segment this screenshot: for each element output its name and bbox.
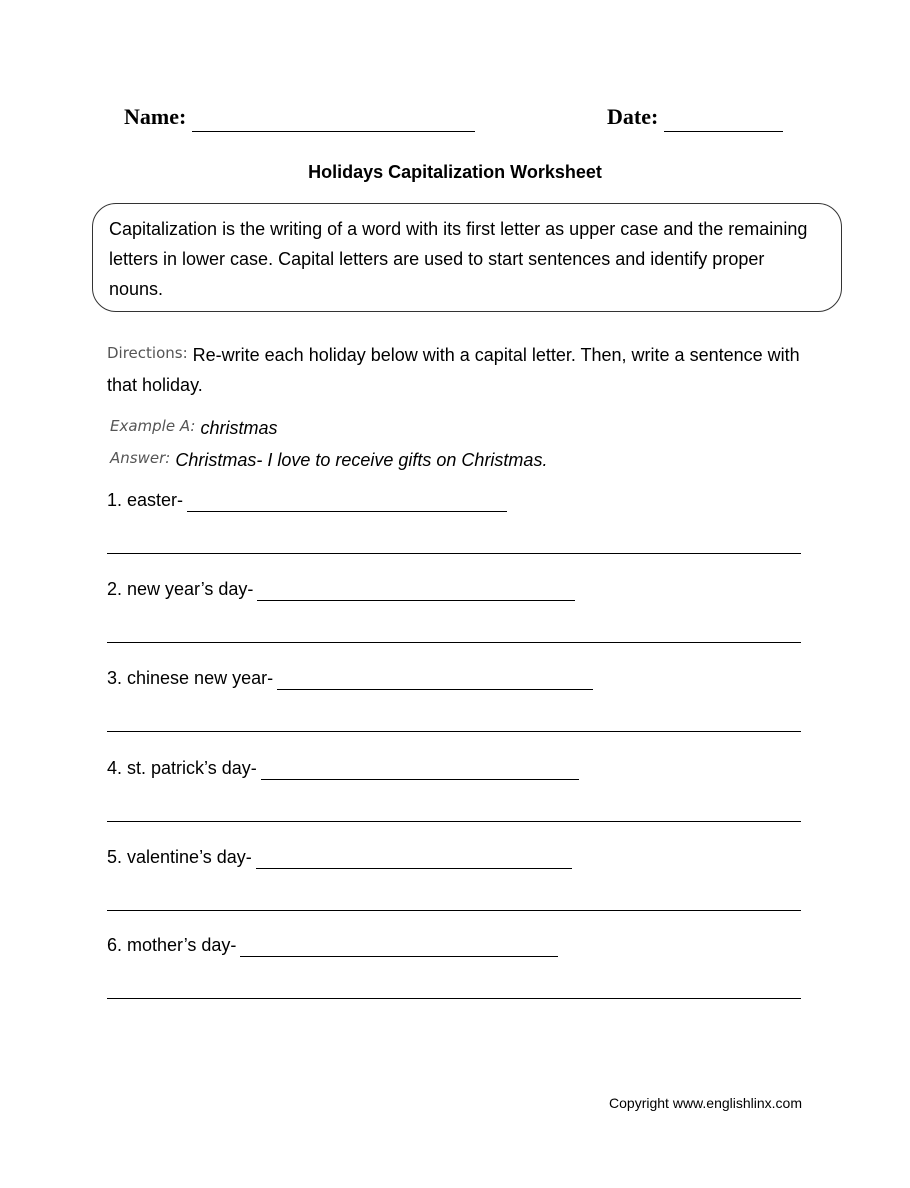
sentence-answer-line[interactable] xyxy=(107,553,801,554)
exercise-item-5 xyxy=(107,844,572,870)
answer-value: Christmas- I love to receive gifts on Christmas. xyxy=(175,450,548,470)
exercise-prompt: 3. chinese new year- xyxy=(107,668,274,688)
directions xyxy=(107,338,807,400)
sentence-answer-line[interactable] xyxy=(107,642,801,643)
answer-label: Answer: xyxy=(110,449,171,467)
exercise-prompt: 1. easter- xyxy=(107,490,184,510)
capitalized-answer-line[interactable] xyxy=(187,491,507,512)
capitalized-answer-line[interactable] xyxy=(240,936,558,957)
capitalized-answer-line[interactable] xyxy=(257,580,575,601)
sentence-answer-line[interactable] xyxy=(107,998,801,999)
sentence-answer-line[interactable] xyxy=(107,731,801,732)
worksheet-title: Holidays Capitalization Worksheet xyxy=(308,162,602,182)
name-input-line[interactable] xyxy=(192,131,475,132)
exercise-item-1 xyxy=(107,487,507,513)
example-block xyxy=(110,411,810,475)
capitalized-answer-line[interactable] xyxy=(277,669,593,690)
exercise-item-4 xyxy=(107,755,579,781)
directions-text: Re-write each holiday below with a capital letter. Then, write a sentence with that holiday. xyxy=(107,345,800,395)
exercise-item-6 xyxy=(107,932,558,958)
name-label: Name: xyxy=(124,104,187,129)
exercise-item-3 xyxy=(107,665,593,691)
header-row xyxy=(0,104,910,138)
date-label: Date: xyxy=(607,104,659,129)
sentence-answer-line[interactable] xyxy=(107,821,801,822)
info-box xyxy=(92,203,842,312)
exercise-prompt: 5. valentine’s day- xyxy=(107,847,252,867)
example-row xyxy=(110,411,810,443)
copyright-text: Copyright www.englishlinx.com xyxy=(609,1095,802,1111)
exercise-prompt: 2. new year’s day- xyxy=(107,579,254,599)
directions-label: Directions: xyxy=(107,344,188,362)
capitalized-answer-line[interactable] xyxy=(256,848,572,869)
example-value: christmas xyxy=(200,418,278,438)
exercise-prompt: 6. mother’s day- xyxy=(107,935,237,955)
sentence-answer-line[interactable] xyxy=(107,910,801,911)
exercise-item-2 xyxy=(107,576,575,602)
example-label: Example A: xyxy=(110,417,196,435)
exercise-prompt: 4. st. patrick’s day- xyxy=(107,758,257,778)
date-input-line[interactable] xyxy=(664,131,783,132)
answer-row xyxy=(110,443,810,475)
info-text: Capitalization is the writing of a word with its first letter as upper case and the remaining letters in lower case. Capital letters are used to start sentences and identify proper nouns. xyxy=(109,219,808,299)
capitalized-answer-line[interactable] xyxy=(261,759,579,780)
